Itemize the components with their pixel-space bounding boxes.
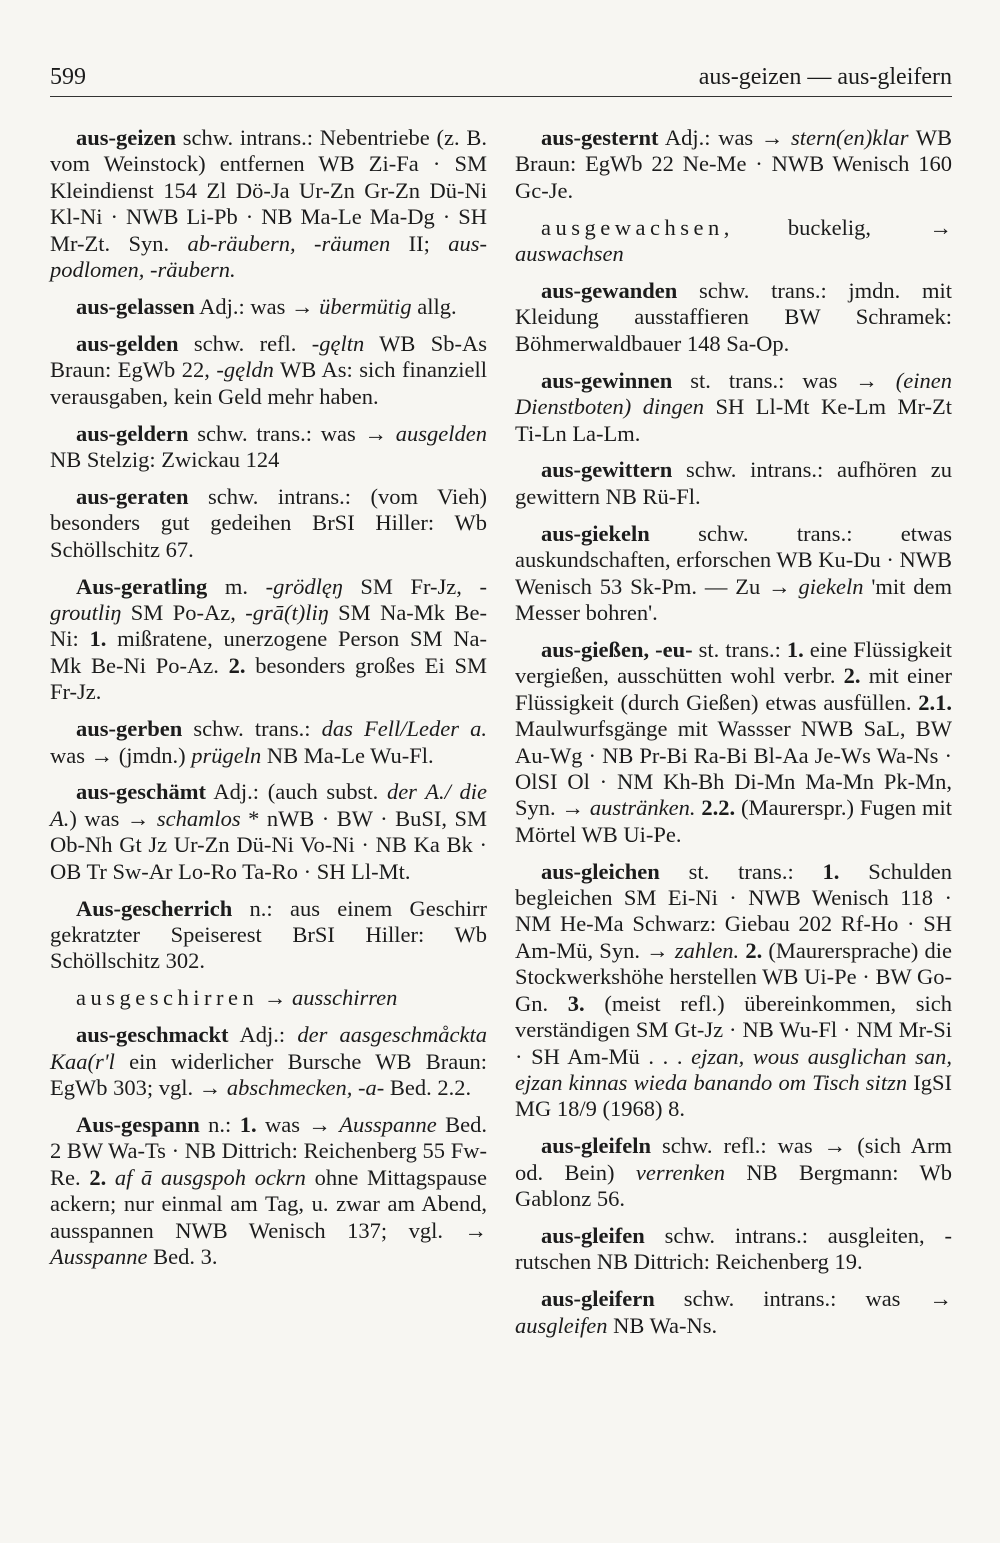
entry-headword: aus-geldern	[76, 420, 189, 446]
entry-text: mit einer Flüssigkeit (durch Gießen) etwas ausfüllen.	[515, 663, 952, 715]
entry-text: (meist refl.) übereinkommen, sich verständigen SM Gt-Jz · NB Wu-Fl · NM Mr-Si · SH Am-Mü . . .	[515, 990, 953, 1069]
entry-text: schw. trans.:	[182, 716, 322, 742]
entry-headword: aus-geraten	[76, 483, 189, 509]
entry-text: n.: aus einem Geschirr gekratzter Speiserest BrSI Hiller: Wb Schöllschitz 302.	[50, 895, 487, 974]
entry-text: 'mit dem Messer bohren'.	[515, 573, 952, 625]
entry-headword: aus-gleifen	[541, 1222, 645, 1248]
italic-text: (einen Dienstboten) dingen	[515, 367, 952, 420]
entry-text: ) was →	[69, 805, 157, 831]
dictionary-entry	[50, 716, 487, 769]
dictionary-entry	[50, 331, 487, 410]
italic-text: abschmecken, -a-	[226, 1075, 385, 1100]
dictionary-entry	[50, 421, 487, 474]
dictionary-entry	[50, 896, 487, 975]
dictionary-entry	[50, 985, 487, 1011]
entry-headword: Aus-geratling	[76, 573, 208, 599]
entry-text: WB As: sich finanziell verausgaben, kein Geld mehr haben.	[50, 357, 487, 409]
entry-text: SM Fr-Jz,	[342, 573, 480, 599]
italic-text: giekeln	[798, 573, 864, 599]
dictionary-entry	[515, 859, 952, 1123]
italic-text: das Fell/Leder a.	[321, 716, 487, 742]
running-title: aus-geizen — aus-gleifern	[698, 64, 952, 90]
sense-number: 1.	[89, 626, 107, 652]
entry-text: st. trans.:	[659, 858, 823, 884]
italic-text: ausschirren	[291, 985, 398, 1011]
sense-number: 2.	[228, 652, 246, 678]
entry-text: schw. intrans.: Nebentriebe (z. B. vom Weinstock) entfernen WB Zi-Fa · SM Kleindienst 154 Zl Dö-Ja Ur-Zn Gr-Zn Dü-Ni Kl-Ni · NWB Li-Pb · NB Ma-Le Ma-Dg · SH Mr-Zt. Syn.	[50, 125, 487, 256]
italic-text: ausgelden	[395, 420, 487, 446]
entry-text: (Maurerspr.) Fugen mit Mörtel WB Ui-Pe.	[515, 795, 953, 847]
entry-text: schw. trans.: was →	[188, 420, 396, 446]
entry-text: st. trans.: was →	[672, 367, 896, 393]
sense-number: 2.	[745, 937, 763, 963]
entry-text: allg.	[411, 293, 457, 319]
page-number: 599	[50, 64, 86, 90]
dictionary-entry	[50, 294, 487, 320]
dictionary-entry	[515, 125, 952, 204]
entry-text: m.	[207, 573, 266, 599]
entry-text: Maulwurfsgänge mit Wassser NWB SaL, BW Au-Wg · NB Pr-Bi Ra-Bi Bl-Aa Je-Ws Wa-Ns · OlSI Ol · NM Kh-Bh Di-Mn Ma-Mn Pk-Mn, Syn. →	[515, 716, 952, 821]
dictionary-entry	[515, 1133, 952, 1212]
left-column	[50, 125, 487, 1281]
entry-text: schw. refl.	[178, 330, 312, 356]
entry-text: II;	[390, 230, 449, 256]
dictionary-entry	[515, 457, 952, 510]
header-rule	[50, 96, 952, 97]
dictionary-entry	[515, 1223, 952, 1276]
italic-text: -groutliŋ	[50, 573, 487, 625]
entry-text: besonders großes Ei SM Fr-Jz.	[50, 652, 487, 705]
dictionary-entry	[50, 484, 487, 563]
entry-headword: aus-gleifern	[541, 1286, 655, 1312]
italic-text: -grā(t)liŋ	[245, 600, 329, 625]
sense-number: 2.	[843, 663, 861, 689]
entry-text: Adj.:	[228, 1022, 298, 1048]
page-header	[50, 62, 952, 92]
entry-text: NB Ma-Le Wu-Fl.	[261, 742, 434, 768]
entry-text: schw. intrans.: (vom Vieh) besonders gut gedeihen BrSI Hiller: Wb Schöllschitz 67.	[50, 483, 487, 562]
entry-headword: aus-gleichen	[541, 858, 660, 884]
italic-text: af ā ausgspoh ockrn	[114, 1164, 306, 1190]
entry-text	[106, 1165, 115, 1190]
sense-number: 2.1.	[918, 689, 952, 715]
italic-text: prügeln	[191, 742, 262, 768]
dictionary-entry	[50, 1112, 487, 1270]
sense-number: 1.	[239, 1111, 257, 1137]
entry-text: schw. refl.: was → (sich Arm od. Bein)	[515, 1133, 952, 1185]
entry-text: schw. intrans.: ausgleiten, -rutschen NB Dittrich: Reichenberg 19.	[515, 1222, 952, 1275]
entry-text: →	[258, 985, 292, 1011]
entry-text: NB Wa-Ns.	[607, 1312, 718, 1338]
italic-text: -grödlęŋ	[265, 573, 343, 599]
entry-headword: Aus-gespann	[76, 1111, 200, 1137]
sense-number: 3.	[567, 990, 585, 1016]
entry-text: ein widerlicher Bursche WB Braun: EgWb 303; vgl. →	[50, 1048, 487, 1100]
entry-text: n.:	[199, 1111, 240, 1137]
entry-text: Bed. 2 BW Wa-Ts · NB Dittrich: Reichenberg 55 Fw-Re.	[50, 1111, 487, 1190]
italic-text: austränken.	[589, 795, 696, 821]
italic-text: übermütig	[319, 293, 412, 319]
sense-number: 2.2.	[701, 795, 736, 821]
entry-text: Schulden begleichen SM Ei-Ni · NWB Wenisch 118 · NM He-Ma Schwarz: Giebau 202 Rf-Ho · SH Am-Mü, Syn. →	[515, 858, 952, 963]
entry-text: was →	[256, 1111, 340, 1137]
entry-text: Bed. 3.	[147, 1243, 218, 1269]
italic-text: schamlos	[156, 805, 241, 831]
dictionary-entry	[515, 521, 952, 627]
dictionary-entry	[515, 215, 952, 268]
entry-headword: aus-gleifeln	[541, 1133, 651, 1159]
entry-text: schw. intrans.: was →	[654, 1286, 952, 1312]
entry-headword: aus-gesternt	[541, 125, 659, 150]
entry-text: SM Na-Mk Be-Ni:	[50, 600, 487, 652]
dictionary-entry	[515, 278, 952, 357]
right-column	[515, 125, 952, 1350]
dictionary-entry	[50, 125, 487, 283]
italic-text: zahlen.	[674, 937, 740, 963]
entry-headword: Aus-gescherrich	[76, 895, 233, 921]
entry-text: * nWB · BW · BuSI, SM Ob-Nh Gt Jz Ur-Zn Dü-Ni Vo-Ni · NB Ka Bk · OB Tr Sw-Ar Lo-Ro Ta-Ro · SH Ll-Mt.	[50, 805, 488, 884]
italic-text: ab-räubern, -räumen	[187, 230, 391, 256]
entry-text: Adj.: was →	[194, 293, 320, 319]
entry-text: SH Ll-Mt Ke-Lm Mr-Zt Ti-Ln La-Lm.	[515, 394, 952, 446]
entry-headword: aus-gerben	[76, 716, 183, 742]
entry-headword: aus-geschämt	[76, 779, 206, 805]
italic-text: -gęltn	[311, 330, 365, 356]
entry-headword: aus-gewanden	[541, 278, 678, 304]
entry-text: IgSI MG 18/9 (1968) 8.	[515, 1069, 953, 1122]
entry-text: WB Braun: EgWb 22 Ne-Me · NWB Wenisch 160 Gc-Je.	[515, 125, 952, 203]
sense-number: 1.	[786, 636, 804, 662]
italic-text: Ausspanne	[339, 1111, 437, 1137]
entry-text: schw. trans.: jmdn. mit Kleidung ausstaffieren BW Schramek: Böhmerwaldbauer 148 Sa-Op.	[515, 278, 952, 356]
italic-text: auswachsen	[515, 241, 624, 267]
entry-headword: aus-gelden	[76, 330, 179, 356]
entry-text: schw. trans.: etwas auskundschaften, erforschen WB Ku-Du · NWB Wenisch 53 Sk-Pm. — Zu →	[515, 520, 952, 599]
entry-headword: aus-gelassen	[76, 293, 195, 319]
italic-text: verrenken	[635, 1159, 725, 1185]
italic-text: stern(en)klar	[791, 125, 909, 150]
entry-text: was → (jmdn.)	[50, 742, 192, 768]
italic-text: Ausspanne	[50, 1243, 148, 1269]
italic-text: aus-podlomen, -räubern.	[50, 230, 487, 283]
entry-text: ohne Mittagspause ackern; nur einmal am Tag, u. zwar am Abend, ausspannen NWB Wenisch 137; vgl. →	[50, 1164, 488, 1243]
italic-text: ejzan, wous ausglichan san, ejzan kinnas wieda banando om Tisch sitzn	[515, 1043, 952, 1095]
entry-headword: aus-gewittern	[541, 457, 673, 483]
entry-headword: aus-geschmackt	[76, 1022, 229, 1048]
dictionary-entry	[50, 574, 487, 706]
entry-text: NB Bergmann: Wb Gablonz 56.	[515, 1159, 952, 1212]
dictionary-entry	[50, 779, 487, 885]
dictionary-entry	[515, 368, 952, 447]
entry-headword: ausgeschirren	[76, 985, 259, 1011]
entry-headword: aus-giekeln	[541, 520, 650, 546]
italic-text: ausgleifen	[515, 1312, 608, 1338]
entry-text: eine Flüssigkeit vergießen, ausschütten wohl verbr.	[515, 636, 952, 689]
italic-text: -gęldn	[216, 357, 274, 383]
entry-text: schw. intrans.: aufhören zu gewittern NB Rü-Fl.	[515, 457, 952, 509]
sense-number: 1.	[822, 858, 840, 884]
sense-number: 2.	[89, 1164, 107, 1190]
entry-text: Adj.: was →	[658, 125, 792, 150]
entry-text: WB Sb-As Braun: EgWb 22,	[50, 330, 487, 383]
italic-text: der aasgeschmåckta Kaa(r'l	[50, 1022, 487, 1074]
entry-text: , buckelig, →	[723, 214, 952, 240]
entry-headword: aus-gießen, -eu-	[541, 636, 693, 662]
entry-text: mißratene, unerzogene Person SM Na-Mk Be-Ni Po-Az.	[50, 626, 487, 678]
entry-text: Adj.: (auch subst.	[206, 779, 387, 805]
dictionary-entry	[515, 637, 952, 848]
entry-text: NB Stelzig: Zwickau 124	[50, 446, 280, 472]
entry-text: Bed. 2.2.	[384, 1075, 472, 1100]
entry-headword: aus-gewinnen	[541, 367, 673, 393]
dictionary-entry	[515, 1286, 952, 1339]
entry-text: (Maurersprache) die Stockwerkshöhe herstellen WB Ui-Pe · BW Go-Gn.	[515, 937, 953, 1016]
entry-text: SM Po-Az,	[121, 600, 246, 625]
entry-headword: ausgewachsen	[541, 214, 724, 240]
entry-text: st. trans.:	[692, 636, 787, 662]
dictionary-entry	[50, 1022, 487, 1101]
entry-headword: aus-geizen	[76, 125, 176, 150]
italic-text: der A./ die A.	[50, 779, 487, 831]
